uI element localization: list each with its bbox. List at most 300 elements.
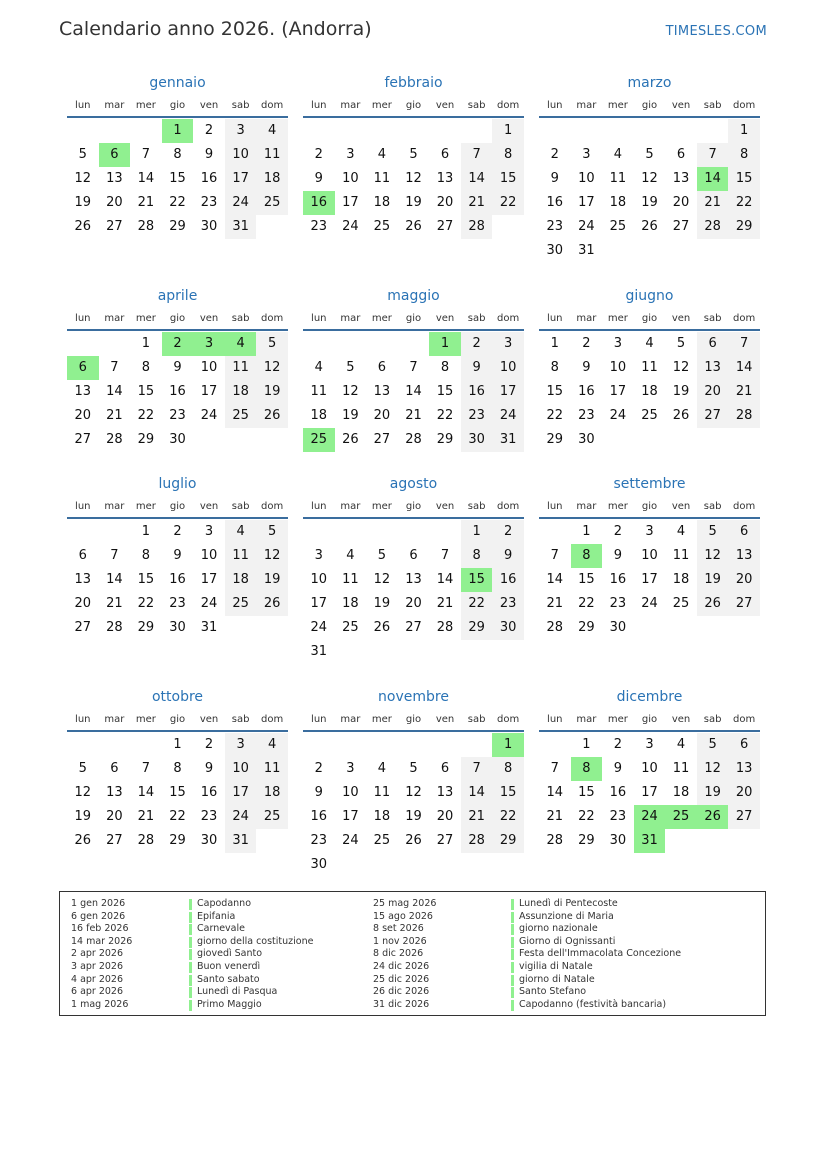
- day-cell[interactable]: 8: [550, 360, 559, 375]
- day-cell[interactable]: 6: [409, 548, 418, 563]
- day-cell[interactable]: 4: [377, 147, 387, 162]
- day-cell[interactable]: 22: [461, 592, 493, 616]
- day-cell[interactable]: 14: [137, 785, 155, 800]
- day-cell[interactable]: 21: [436, 596, 454, 611]
- day-cell[interactable]: 29: [137, 432, 155, 447]
- day-cell[interactable]: 2: [613, 524, 623, 539]
- day-cell[interactable]: 24: [200, 408, 218, 423]
- day-cell[interactable]: 19: [74, 195, 92, 210]
- day-cell[interactable]: 18: [373, 809, 391, 824]
- day-cell[interactable]: 8: [173, 761, 182, 776]
- day-cell[interactable]: 24: [609, 408, 627, 423]
- holiday-cell[interactable]: 25: [303, 428, 335, 452]
- day-cell[interactable]: 5: [346, 360, 355, 375]
- day-cell[interactable]: 15: [169, 171, 186, 186]
- day-cell[interactable]: 16: [609, 785, 627, 800]
- day-cell[interactable]: 10: [641, 548, 658, 563]
- day-cell[interactable]: 10: [225, 757, 257, 781]
- day-cell[interactable]: 6: [697, 332, 729, 356]
- day-cell[interactable]: 27: [436, 219, 454, 234]
- holiday-cell[interactable]: 6: [99, 143, 131, 167]
- day-cell[interactable]: 20: [74, 408, 92, 423]
- day-cell[interactable]: 23: [461, 404, 493, 428]
- day-cell[interactable]: 3: [645, 737, 654, 752]
- holiday-cell[interactable]: 1: [492, 733, 524, 757]
- day-cell[interactable]: 12: [405, 785, 422, 800]
- day-cell[interactable]: 18: [672, 785, 690, 800]
- day-cell[interactable]: 12: [373, 572, 391, 587]
- day-cell[interactable]: 24: [342, 833, 359, 848]
- day-cell[interactable]: 2: [314, 761, 323, 776]
- day-cell[interactable]: 11: [225, 356, 257, 380]
- day-cell[interactable]: 19: [697, 568, 729, 592]
- day-cell[interactable]: 13: [436, 785, 454, 800]
- day-cell[interactable]: 14: [436, 572, 454, 587]
- day-cell[interactable]: 2: [461, 332, 493, 356]
- day-cell[interactable]: 10: [578, 171, 595, 186]
- day-cell[interactable]: 18: [342, 596, 359, 611]
- holiday-cell[interactable]: 6: [67, 356, 99, 380]
- day-cell[interactable]: 15: [436, 384, 454, 399]
- day-cell[interactable]: 4: [676, 524, 686, 539]
- day-cell[interactable]: 7: [550, 548, 559, 563]
- day-cell[interactable]: 8: [728, 143, 760, 167]
- holiday-cell[interactable]: 26: [697, 805, 729, 829]
- day-cell[interactable]: 12: [697, 757, 729, 781]
- day-cell[interactable]: 3: [346, 147, 355, 162]
- day-cell[interactable]: 25: [225, 592, 257, 616]
- day-cell[interactable]: 22: [169, 195, 186, 210]
- day-cell[interactable]: 17: [578, 195, 595, 210]
- day-cell[interactable]: 18: [641, 384, 658, 399]
- day-cell[interactable]: 7: [728, 332, 760, 356]
- day-cell[interactable]: 17: [225, 781, 257, 805]
- day-cell[interactable]: 1: [173, 737, 182, 752]
- day-cell[interactable]: 11: [609, 171, 627, 186]
- day-cell[interactable]: 3: [492, 332, 524, 356]
- day-cell[interactable]: 11: [310, 384, 328, 399]
- day-cell[interactable]: 17: [609, 384, 627, 399]
- day-cell[interactable]: 6: [728, 520, 760, 544]
- day-cell[interactable]: 31: [200, 620, 218, 635]
- day-cell[interactable]: 7: [110, 548, 119, 563]
- day-cell[interactable]: 25: [672, 596, 690, 611]
- day-cell[interactable]: 6: [78, 548, 87, 563]
- day-cell[interactable]: 18: [225, 568, 257, 592]
- day-cell[interactable]: 17: [641, 572, 658, 587]
- day-cell[interactable]: 26: [256, 592, 288, 616]
- day-cell[interactable]: 20: [436, 809, 454, 824]
- day-cell[interactable]: 8: [141, 360, 151, 375]
- day-cell[interactable]: 22: [578, 809, 595, 824]
- day-cell[interactable]: 26: [405, 219, 422, 234]
- day-cell[interactable]: 9: [582, 360, 591, 375]
- day-cell[interactable]: 28: [461, 215, 493, 239]
- holiday-cell[interactable]: 31: [634, 829, 666, 853]
- day-cell[interactable]: 16: [609, 572, 627, 587]
- day-cell[interactable]: 5: [409, 761, 418, 776]
- day-cell[interactable]: 11: [373, 785, 391, 800]
- day-cell[interactable]: 22: [169, 809, 186, 824]
- day-cell[interactable]: 2: [204, 123, 214, 138]
- day-cell[interactable]: 27: [106, 219, 123, 234]
- day-cell[interactable]: 15: [492, 167, 524, 191]
- day-cell[interactable]: 9: [550, 171, 559, 186]
- day-cell[interactable]: 24: [492, 404, 524, 428]
- day-cell[interactable]: 29: [137, 620, 155, 635]
- holiday-cell[interactable]: 25: [665, 805, 697, 829]
- day-cell[interactable]: 6: [110, 761, 119, 776]
- day-cell[interactable]: 3: [582, 147, 591, 162]
- day-cell[interactable]: 27: [74, 620, 92, 635]
- day-cell[interactable]: 29: [546, 432, 564, 447]
- day-cell[interactable]: 29: [578, 833, 595, 848]
- day-cell[interactable]: 4: [256, 119, 288, 143]
- day-cell[interactable]: 30: [609, 620, 627, 635]
- day-cell[interactable]: 23: [169, 596, 186, 611]
- day-cell[interactable]: 18: [225, 380, 257, 404]
- day-cell[interactable]: 9: [314, 785, 323, 800]
- day-cell[interactable]: 11: [342, 572, 359, 587]
- day-cell[interactable]: 17: [310, 596, 328, 611]
- day-cell[interactable]: 10: [492, 356, 524, 380]
- day-cell[interactable]: 21: [106, 596, 123, 611]
- day-cell[interactable]: 2: [550, 147, 559, 162]
- day-cell[interactable]: 12: [74, 171, 92, 186]
- day-cell[interactable]: 23: [609, 596, 627, 611]
- day-cell[interactable]: 10: [609, 360, 627, 375]
- day-cell[interactable]: 23: [578, 408, 595, 423]
- day-cell[interactable]: 24: [578, 219, 595, 234]
- day-cell[interactable]: 1: [582, 524, 591, 539]
- day-cell[interactable]: 24: [310, 620, 328, 635]
- day-cell[interactable]: 12: [256, 356, 288, 380]
- day-cell[interactable]: 12: [672, 360, 690, 375]
- day-cell[interactable]: 14: [461, 167, 493, 191]
- day-cell[interactable]: 20: [74, 596, 92, 611]
- day-cell[interactable]: 7: [440, 548, 450, 563]
- day-cell[interactable]: 8: [440, 360, 450, 375]
- day-cell[interactable]: 14: [546, 785, 564, 800]
- day-cell[interactable]: 17: [342, 195, 359, 210]
- day-cell[interactable]: 4: [314, 360, 323, 375]
- day-cell[interactable]: 1: [728, 119, 760, 143]
- day-cell[interactable]: 14: [546, 572, 564, 587]
- day-cell[interactable]: 14: [461, 781, 493, 805]
- day-cell[interactable]: 26: [672, 408, 690, 423]
- day-cell[interactable]: 10: [342, 785, 359, 800]
- day-cell[interactable]: 6: [440, 761, 450, 776]
- day-cell[interactable]: 5: [645, 147, 654, 162]
- day-cell[interactable]: 21: [106, 408, 123, 423]
- day-cell[interactable]: 9: [461, 356, 493, 380]
- day-cell[interactable]: 13: [74, 572, 92, 587]
- day-cell[interactable]: 7: [110, 360, 119, 375]
- day-cell[interactable]: 21: [461, 805, 493, 829]
- day-cell[interactable]: 26: [373, 620, 391, 635]
- day-cell[interactable]: 6: [377, 360, 387, 375]
- day-cell[interactable]: 2: [492, 520, 524, 544]
- day-cell[interactable]: 7: [409, 360, 418, 375]
- day-cell[interactable]: 27: [405, 620, 422, 635]
- day-cell[interactable]: 30: [169, 432, 186, 447]
- day-cell[interactable]: 26: [405, 833, 422, 848]
- day-cell[interactable]: 15: [578, 785, 595, 800]
- day-cell[interactable]: 4: [676, 737, 686, 752]
- day-cell[interactable]: 11: [225, 544, 257, 568]
- day-cell[interactable]: 21: [546, 809, 564, 824]
- day-cell[interactable]: 19: [697, 781, 729, 805]
- day-cell[interactable]: 27: [728, 805, 760, 829]
- day-cell[interactable]: 13: [436, 171, 454, 186]
- day-cell[interactable]: 22: [137, 596, 155, 611]
- day-cell[interactable]: 15: [492, 781, 524, 805]
- day-cell[interactable]: 14: [405, 384, 422, 399]
- day-cell[interactable]: 5: [78, 147, 87, 162]
- day-cell[interactable]: 27: [728, 592, 760, 616]
- day-cell[interactable]: 11: [373, 171, 391, 186]
- day-cell[interactable]: 3: [613, 336, 623, 351]
- day-cell[interactable]: 8: [141, 548, 151, 563]
- day-cell[interactable]: 31: [492, 428, 524, 452]
- day-cell[interactable]: 16: [200, 785, 218, 800]
- day-cell[interactable]: 22: [137, 408, 155, 423]
- day-cell[interactable]: 28: [728, 404, 760, 428]
- day-cell[interactable]: 16: [169, 384, 186, 399]
- day-cell[interactable]: 16: [200, 171, 218, 186]
- holiday-cell[interactable]: 4: [225, 332, 257, 356]
- day-cell[interactable]: 17: [200, 384, 218, 399]
- day-cell[interactable]: 31: [225, 829, 257, 853]
- brand-link[interactable]: TIMESLES.COM: [665, 24, 767, 39]
- day-cell[interactable]: 20: [436, 195, 454, 210]
- day-cell[interactable]: 16: [492, 568, 524, 592]
- day-cell[interactable]: 11: [256, 143, 288, 167]
- day-cell[interactable]: 4: [256, 733, 288, 757]
- day-cell[interactable]: 22: [728, 191, 760, 215]
- day-cell[interactable]: 5: [256, 332, 288, 356]
- holiday-cell[interactable]: 16: [303, 191, 335, 215]
- day-cell[interactable]: 13: [74, 384, 92, 399]
- day-cell[interactable]: 4: [613, 147, 623, 162]
- day-cell[interactable]: 21: [405, 408, 422, 423]
- day-cell[interactable]: 24: [200, 596, 218, 611]
- day-cell[interactable]: 21: [728, 380, 760, 404]
- day-cell[interactable]: 8: [173, 147, 182, 162]
- day-cell[interactable]: 2: [204, 737, 214, 752]
- day-cell[interactable]: 18: [672, 572, 690, 587]
- day-cell[interactable]: 9: [204, 761, 214, 776]
- day-cell[interactable]: 1: [141, 336, 151, 351]
- day-cell[interactable]: 4: [645, 336, 654, 351]
- day-cell[interactable]: 25: [342, 620, 359, 635]
- day-cell[interactable]: 30: [546, 243, 564, 258]
- day-cell[interactable]: 13: [672, 171, 690, 186]
- holiday-cell[interactable]: 1: [429, 332, 461, 356]
- day-cell[interactable]: 13: [728, 757, 760, 781]
- day-cell[interactable]: 29: [728, 215, 760, 239]
- day-cell[interactable]: 15: [137, 384, 155, 399]
- day-cell[interactable]: 19: [74, 809, 92, 824]
- holiday-cell[interactable]: 14: [697, 167, 729, 191]
- day-cell[interactable]: 10: [641, 761, 658, 776]
- day-cell[interactable]: 30: [200, 219, 218, 234]
- day-cell[interactable]: 18: [256, 781, 288, 805]
- day-cell[interactable]: 23: [200, 195, 218, 210]
- day-cell[interactable]: 30: [492, 616, 524, 640]
- day-cell[interactable]: 22: [578, 596, 595, 611]
- day-cell[interactable]: 27: [373, 432, 391, 447]
- day-cell[interactable]: 9: [613, 761, 623, 776]
- day-cell[interactable]: 13: [405, 572, 422, 587]
- day-cell[interactable]: 28: [405, 432, 422, 447]
- holiday-cell[interactable]: 15: [461, 568, 493, 592]
- day-cell[interactable]: 6: [440, 147, 450, 162]
- day-cell[interactable]: 7: [141, 147, 151, 162]
- day-cell[interactable]: 14: [728, 356, 760, 380]
- day-cell[interactable]: 30: [310, 857, 328, 872]
- day-cell[interactable]: 15: [546, 384, 564, 399]
- day-cell[interactable]: 10: [342, 171, 359, 186]
- day-cell[interactable]: 28: [546, 833, 564, 848]
- day-cell[interactable]: 14: [106, 572, 123, 587]
- day-cell[interactable]: 5: [377, 548, 387, 563]
- day-cell[interactable]: 13: [106, 785, 123, 800]
- day-cell[interactable]: 28: [106, 432, 123, 447]
- day-cell[interactable]: 13: [106, 171, 123, 186]
- day-cell[interactable]: 19: [373, 596, 391, 611]
- day-cell[interactable]: 13: [373, 384, 391, 399]
- day-cell[interactable]: 30: [461, 428, 493, 452]
- day-cell[interactable]: 27: [672, 219, 690, 234]
- day-cell[interactable]: 15: [728, 167, 760, 191]
- day-cell[interactable]: 13: [728, 544, 760, 568]
- day-cell[interactable]: 19: [641, 195, 658, 210]
- day-cell[interactable]: 9: [173, 360, 182, 375]
- day-cell[interactable]: 30: [200, 833, 218, 848]
- day-cell[interactable]: 1: [461, 520, 493, 544]
- day-cell[interactable]: 2: [314, 147, 323, 162]
- day-cell[interactable]: 25: [225, 404, 257, 428]
- day-cell[interactable]: 7: [550, 761, 559, 776]
- day-cell[interactable]: 16: [310, 809, 328, 824]
- day-cell[interactable]: 8: [461, 544, 493, 568]
- day-cell[interactable]: 1: [582, 737, 591, 752]
- day-cell[interactable]: 9: [204, 147, 214, 162]
- day-cell[interactable]: 31: [578, 243, 595, 258]
- day-cell[interactable]: 3: [314, 548, 323, 563]
- day-cell[interactable]: 18: [256, 167, 288, 191]
- day-cell[interactable]: 20: [697, 380, 729, 404]
- day-cell[interactable]: 20: [373, 408, 391, 423]
- day-cell[interactable]: 17: [641, 785, 658, 800]
- day-cell[interactable]: 20: [672, 195, 690, 210]
- day-cell[interactable]: 11: [672, 761, 690, 776]
- day-cell[interactable]: 25: [373, 833, 391, 848]
- day-cell[interactable]: 3: [645, 524, 654, 539]
- day-cell[interactable]: 12: [405, 171, 422, 186]
- day-cell[interactable]: 19: [405, 809, 422, 824]
- day-cell[interactable]: 29: [492, 829, 524, 853]
- day-cell[interactable]: 16: [461, 380, 493, 404]
- day-cell[interactable]: 26: [74, 219, 92, 234]
- day-cell[interactable]: 7: [461, 143, 493, 167]
- day-cell[interactable]: 24: [225, 191, 257, 215]
- day-cell[interactable]: 3: [204, 524, 214, 539]
- day-cell[interactable]: 11: [256, 757, 288, 781]
- day-cell[interactable]: 24: [225, 805, 257, 829]
- day-cell[interactable]: 26: [342, 432, 359, 447]
- day-cell[interactable]: 12: [256, 544, 288, 568]
- day-cell[interactable]: 17: [200, 572, 218, 587]
- day-cell[interactable]: 5: [697, 733, 729, 757]
- day-cell[interactable]: 16: [546, 195, 564, 210]
- day-cell[interactable]: 5: [697, 520, 729, 544]
- day-cell[interactable]: 5: [676, 336, 686, 351]
- day-cell[interactable]: 21: [546, 596, 564, 611]
- day-cell[interactable]: 26: [256, 404, 288, 428]
- day-cell[interactable]: 3: [225, 119, 257, 143]
- day-cell[interactable]: 6: [728, 733, 760, 757]
- day-cell[interactable]: 20: [106, 195, 123, 210]
- day-cell[interactable]: 7: [461, 757, 493, 781]
- day-cell[interactable]: 23: [492, 592, 524, 616]
- day-cell[interactable]: 10: [225, 143, 257, 167]
- day-cell[interactable]: 25: [256, 805, 288, 829]
- day-cell[interactable]: 27: [106, 833, 123, 848]
- day-cell[interactable]: 28: [436, 620, 454, 635]
- day-cell[interactable]: 26: [74, 833, 92, 848]
- day-cell[interactable]: 11: [672, 548, 690, 563]
- day-cell[interactable]: 19: [672, 384, 690, 399]
- day-cell[interactable]: 14: [106, 384, 123, 399]
- day-cell[interactable]: 18: [373, 195, 391, 210]
- day-cell[interactable]: 7: [141, 761, 151, 776]
- holiday-cell[interactable]: 3: [193, 332, 225, 356]
- day-cell[interactable]: 19: [256, 380, 288, 404]
- day-cell[interactable]: 6: [676, 147, 686, 162]
- day-cell[interactable]: 29: [169, 833, 186, 848]
- day-cell[interactable]: 5: [256, 520, 288, 544]
- day-cell[interactable]: 23: [546, 219, 564, 234]
- day-cell[interactable]: 30: [609, 833, 627, 848]
- day-cell[interactable]: 1: [141, 524, 151, 539]
- day-cell[interactable]: 16: [169, 572, 186, 587]
- day-cell[interactable]: 20: [728, 781, 760, 805]
- day-cell[interactable]: 12: [641, 171, 658, 186]
- day-cell[interactable]: 21: [461, 191, 493, 215]
- day-cell[interactable]: 12: [697, 544, 729, 568]
- day-cell[interactable]: 22: [492, 191, 524, 215]
- day-cell[interactable]: 23: [310, 219, 328, 234]
- day-cell[interactable]: 20: [106, 809, 123, 824]
- day-cell[interactable]: 31: [225, 215, 257, 239]
- day-cell[interactable]: 21: [137, 195, 155, 210]
- day-cell[interactable]: 14: [137, 171, 155, 186]
- holiday-cell[interactable]: 2: [162, 332, 194, 356]
- day-cell[interactable]: 17: [342, 809, 359, 824]
- day-cell[interactable]: 23: [310, 833, 328, 848]
- day-cell[interactable]: 24: [342, 219, 359, 234]
- day-cell[interactable]: 26: [697, 592, 729, 616]
- day-cell[interactable]: 28: [546, 620, 564, 635]
- day-cell[interactable]: 9: [492, 544, 524, 568]
- day-cell[interactable]: 19: [342, 408, 359, 423]
- day-cell[interactable]: 12: [342, 384, 359, 399]
- day-cell[interactable]: 29: [436, 432, 454, 447]
- day-cell[interactable]: 9: [613, 548, 623, 563]
- day-cell[interactable]: 19: [405, 195, 422, 210]
